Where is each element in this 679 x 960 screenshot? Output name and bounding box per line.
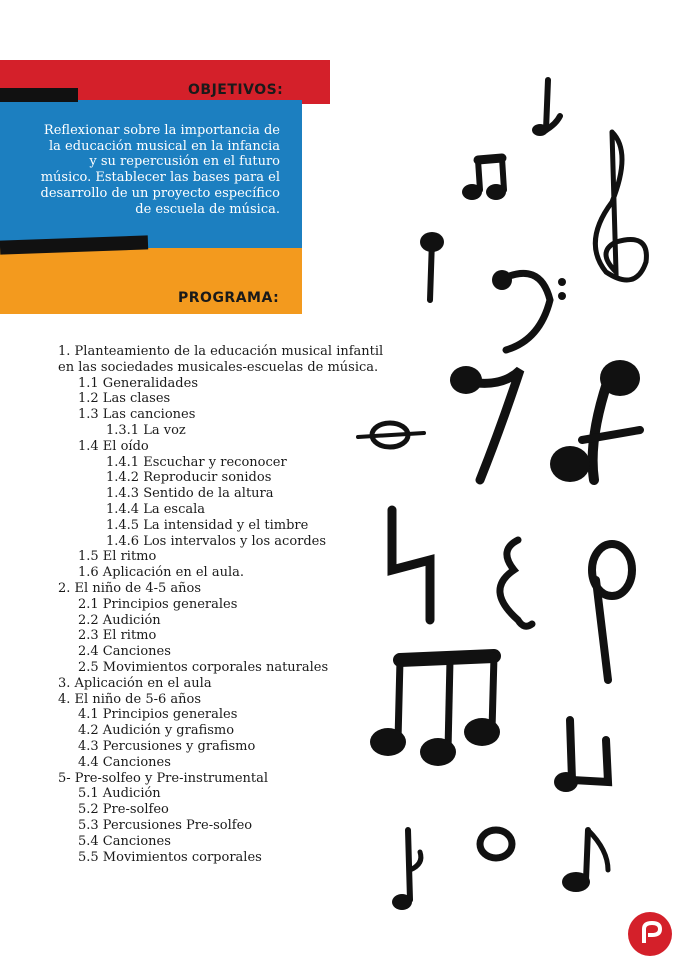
program-item: 1.4.5 La intensidad y el timbre bbox=[106, 517, 309, 533]
logo-icon bbox=[628, 912, 672, 956]
program-item: 4.4 Canciones bbox=[78, 754, 171, 770]
program-item: 1.4.1 Escuchar y reconocer bbox=[106, 454, 287, 470]
program-item: 1.6 Aplicación en el aula. bbox=[78, 565, 244, 581]
program-item: en las sociedades musicales-escuelas de música. bbox=[58, 359, 379, 375]
program-item: 1.2 Las clases bbox=[78, 391, 171, 407]
program-item: 1.3 Las canciones bbox=[78, 407, 196, 423]
program-item: 5.2 Pre-solfeo bbox=[78, 802, 169, 818]
program-item: 4. El niño de 5-6 años bbox=[58, 691, 202, 707]
program-item: 5.5 Movimientos corporales bbox=[78, 849, 262, 865]
objectives-text: Reflexionar sobre la importancia de la educación musical en la infancia y su repercusión en el futuro músico. Establecer las bases para el desarrollo de un proyecto específico de escuela de música. bbox=[40, 123, 280, 217]
program-item: 2.5 Movimientos corporales naturales bbox=[78, 659, 329, 675]
program-item: 1.1 Generalidades bbox=[78, 375, 198, 391]
program-item: 5.4 Canciones bbox=[78, 833, 171, 849]
program-item: 2.2 Audición bbox=[78, 612, 161, 628]
program-item: 4.2 Audición y grafismo bbox=[78, 723, 235, 739]
program-item: 1.4.2 Reproducir sonidos bbox=[106, 470, 272, 486]
program-item: 1.4.4 La escala bbox=[106, 501, 206, 517]
program-item: 1.4 El oído bbox=[78, 438, 149, 454]
program-item: 1.5 El ritmo bbox=[78, 549, 157, 565]
program-item: 1.4.3 Sentido de la altura bbox=[106, 486, 274, 502]
program-item: 5.1 Audición bbox=[78, 786, 161, 802]
program-item: 5.3 Percusiones Pre-solfeo bbox=[78, 817, 253, 833]
program-item: 2. El niño de 4-5 años bbox=[58, 580, 202, 596]
program-item: 2.4 Canciones bbox=[78, 644, 171, 660]
program-heading: PROGRAMA: bbox=[178, 290, 280, 306]
program-item: 1. Planteamiento de la educación musical infantil bbox=[58, 344, 384, 359]
program-item: 2.1 Principios generales bbox=[78, 596, 238, 612]
program-item: 4.1 Principios generales bbox=[78, 707, 238, 723]
music-notes-icon bbox=[350, 60, 679, 910]
black-stripe bbox=[0, 88, 78, 102]
program-item: 1.4.6 Los intervalos y los acordes bbox=[106, 533, 327, 549]
program-item: 3. Aplicación en el aula bbox=[58, 675, 212, 691]
program-item: 2.3 El ritmo bbox=[78, 628, 157, 644]
objectives-heading: OBJETIVOS: bbox=[188, 82, 284, 98]
program-item: 5- Pre-solfeo y Pre-instrumental bbox=[58, 770, 269, 786]
program-item: 1.3.1 La voz bbox=[106, 422, 186, 438]
program-item: 4.3 Percusiones y grafismo bbox=[78, 738, 256, 754]
